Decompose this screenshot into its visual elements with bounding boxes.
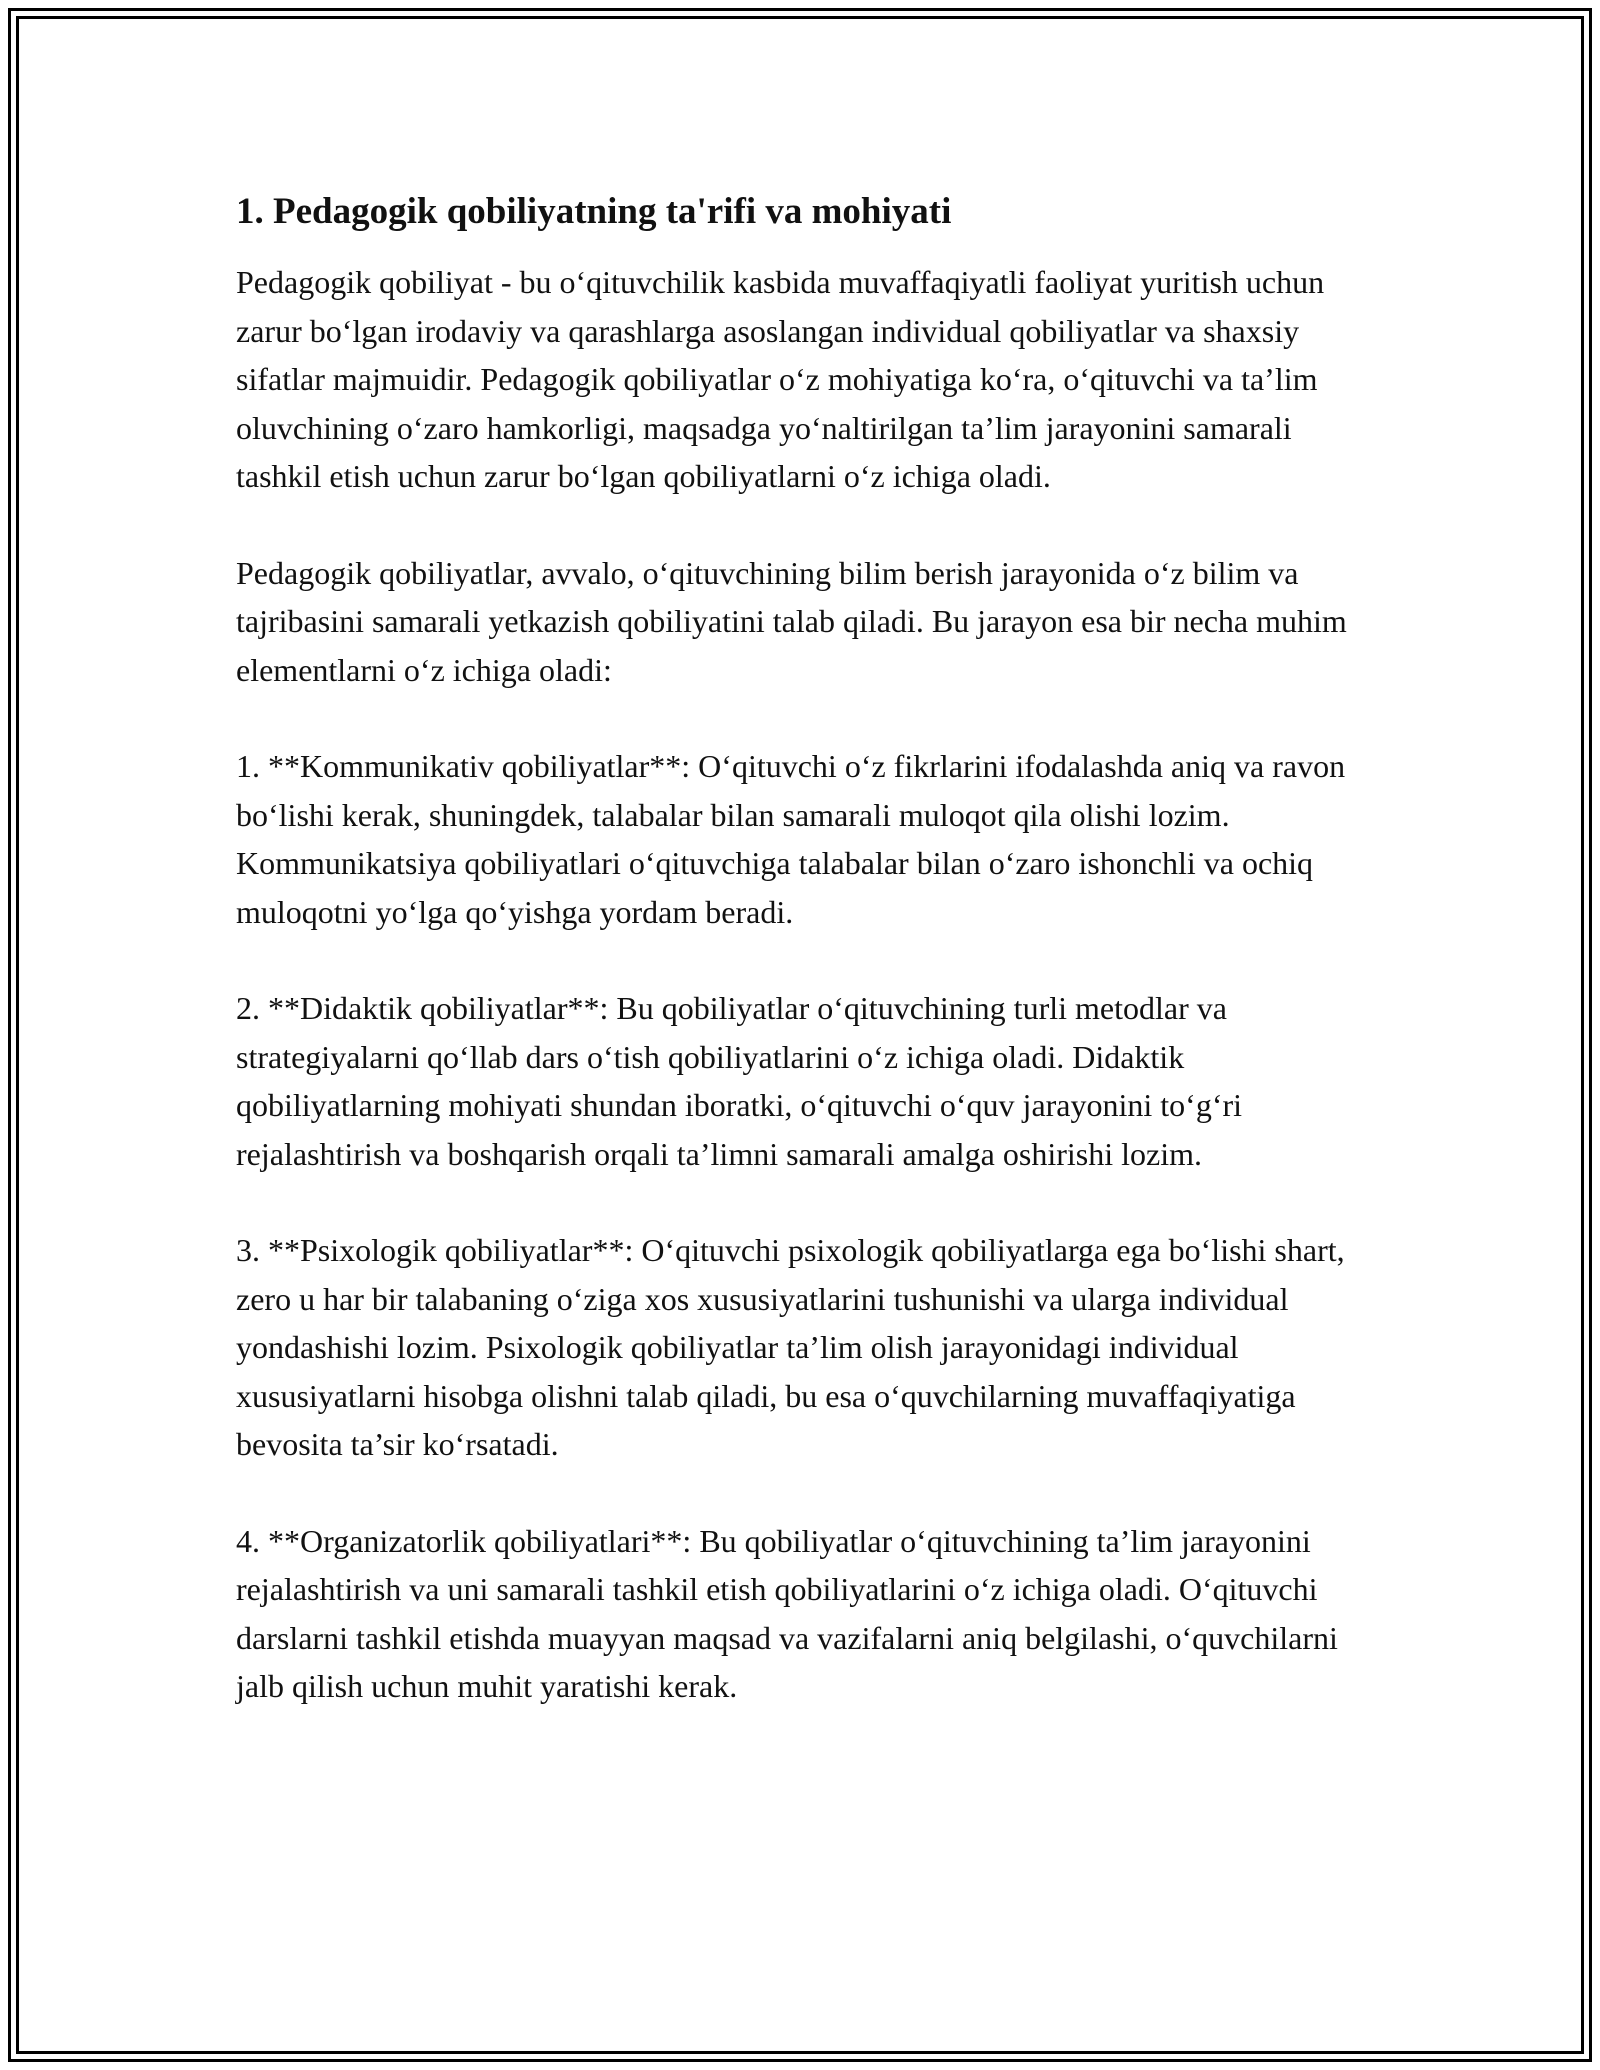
paragraph-definition: Pedagogik qobiliyat - bu o‘qituvchilik kasbida muvaffaqiyatli faoliyat yuritish uchun zarur bo‘lgan irodaviy va qarashlarga asoslangan individual qobiliyatlar va shaxsiy sifatlar majmuidir. Pedagogik qobiliyatlar o‘z mohiyatiga ko‘ra, o‘qituvchi va ta’lim oluvchining o‘zaro hamkorligi, maqsadga yo‘naltirilgan ta’lim jarayonini samarali tashkil etish uchun zarur bo‘lgan qobiliyatlarni o‘z ichiga oladi. [236, 264, 1325, 494]
paragraph-psychological: 3. **Psixologik qobiliyatlar**: O‘qituvchi psixologik qobiliyatlarga ega bo‘lishi shart, zero u har bir talabaning o‘ziga xos xususiyatlarini tushunishi va ularga individual yondashishi lozim. Psixologik qobiliyatlar ta’lim olish jarayonidagi individual xususiyatlarni hisobga olishni talab qiladi, bu esa o‘quvchilarning muvaffaqiyatiga bevosita ta’sir ko‘rsatadi. [236, 1232, 1345, 1462]
section-heading: 1. Pedagogik qobiliyatning ta'rifi va mohiyati [236, 191, 952, 232]
paragraph-didactic: 2. **Didaktik qobiliyatlar**: Bu qobiliyatlar o‘qituvchining turli metodlar va strategiyalarni qo‘llab dars o‘tish qobiliyatlarini o‘z ichiga oladi. Didaktik qobiliyatlarning mohiyati shundan iboratki, o‘qituvchi o‘quv jarayonini to‘g‘ri rejalashtirish va boshqarish orqali ta’limni samarali amalga oshirishi lozim. [236, 990, 1243, 1172]
paragraph-intro: Pedagogik qobiliyatlar, avvalo, o‘qituvchining bilim berish jarayonida o‘z bilim va tajribasini samarali yetkazish qobiliyatini talab qiladi. Bu jarayon esa bir necha muhim elementlarni o‘z ichiga oladi: [236, 554, 1347, 688]
paragraph-communicative: 1. **Kommunikativ qobiliyatlar**: O‘qituvchi o‘z fikrlarini ifodalashda aniq va ravon bo‘lishi kerak, shuningdek, talabalar bilan samarali muloqot qila olishi lozim. Kommunikatsiya qobiliyatlari o‘qituvchiga talabalar bilan o‘zaro ishonchli va ochiq muloqotni yo‘lga qo‘yishga yordam beradi. [236, 748, 1346, 930]
document-body [236, 188, 1366, 1759]
paragraph-organizational: 4. **Organizatorlik qobiliyatlari**: Bu qobiliyatlar o‘qituvchining ta’lim jarayonini rejalashtirish va uni samarali tashkil etish qobiliyatlarini o‘z ichiga oladi. O‘qituvchi darslarni tashkil etishda muayyan maqsad va vazifalarni aniq belgilashi, o‘quvchilarni jalb qilish uchun muhit yaratishi kerak. [236, 1522, 1338, 1704]
